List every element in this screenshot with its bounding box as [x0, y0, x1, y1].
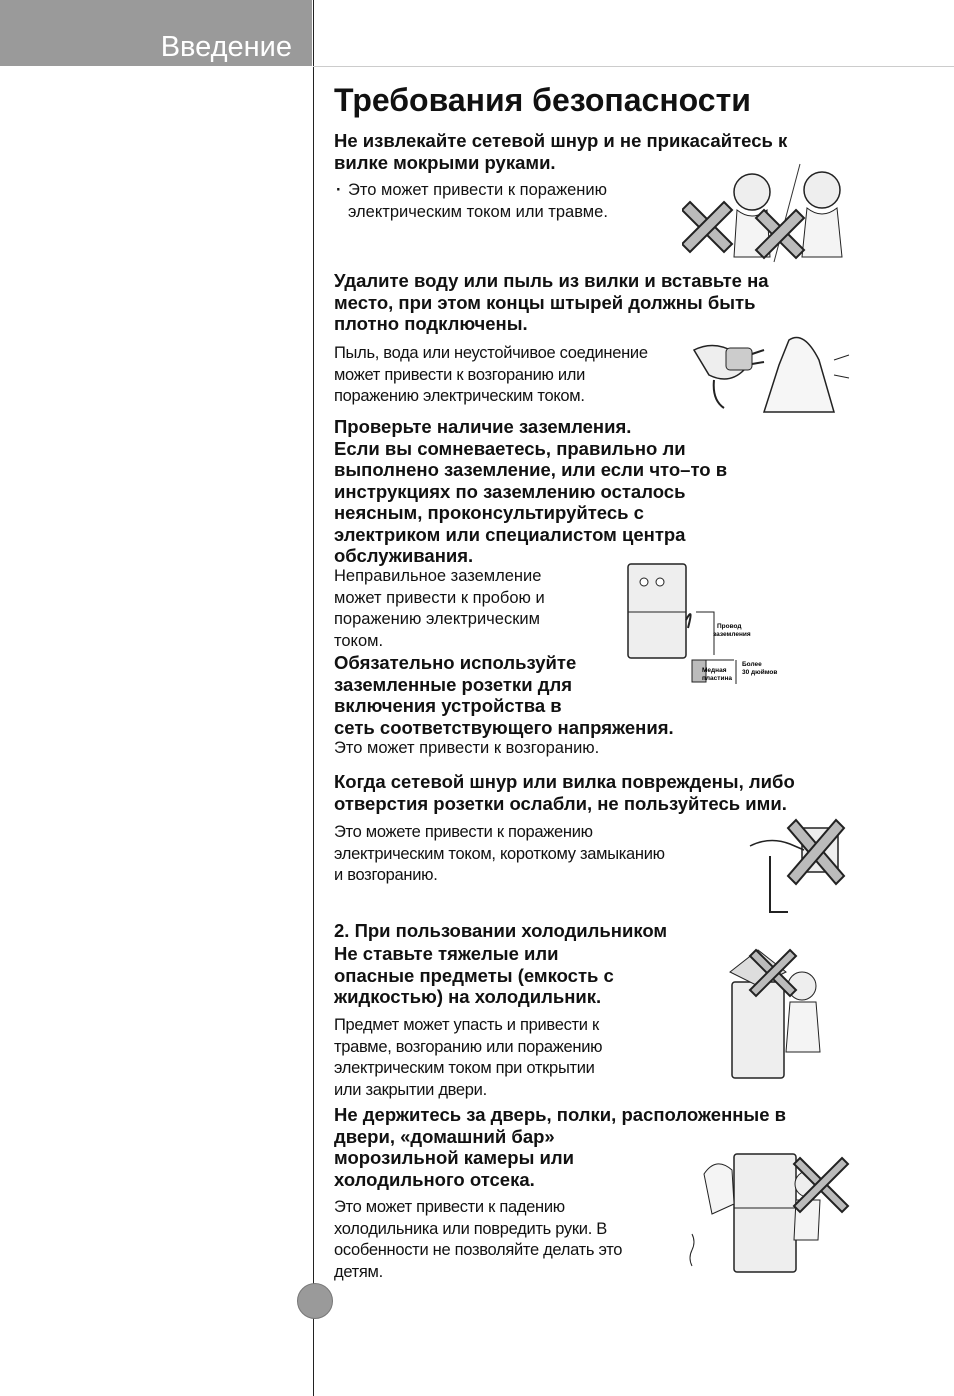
s5-heading-line: опасные предметы (емкость с — [334, 964, 614, 986]
s6-text-line: детям. — [334, 1262, 383, 1281]
s4-heading-line: Когда сетевой шнур или вилка повреждены, либо — [334, 771, 795, 792]
s1-heading-line: вилке мокрыми руками. — [334, 151, 556, 173]
s6-text-line: холодильника или повредить руки. В — [334, 1219, 607, 1238]
plug-cleaning-illustration — [684, 330, 850, 414]
s3-heading2-line: Обязательно используйте — [334, 652, 577, 673]
s6-text-line: Это может привести к падению — [334, 1198, 565, 1216]
label-wire: Провод — [717, 623, 742, 630]
s2-heading-line: место, при этом концы штырей должны быть — [334, 291, 756, 313]
s3-heading2-line: включения устройства в — [334, 695, 562, 716]
door-hanging-illustration — [682, 1144, 852, 1278]
s4-text-line: Это можете привести к поражению — [334, 823, 593, 841]
s1-text-line: электрическим током или травме. — [348, 202, 608, 221]
s3-heading2-line: заземленные розетки для — [334, 673, 572, 695]
label-depth: Более — [742, 661, 762, 668]
section-tab-label: Введение — [160, 31, 292, 63]
s4-text — [334, 822, 665, 887]
s4-heading-line: отверстия розетки ослабли, не пользуйтесь ими. — [334, 792, 787, 814]
s3-heading-line: инструкциях по заземлению осталось — [334, 480, 686, 502]
s3-heading-line: электриком или специалистом центра — [334, 523, 686, 545]
header-rule — [313, 66, 954, 67]
s5-heading-line: Не ставьте тяжелые или — [334, 943, 559, 964]
s1-heading-line: Не извлекайте сетевой шнур и не прикасайтесь к — [334, 130, 788, 151]
s2-text-line: поражению электрическим током. — [334, 387, 585, 405]
s3-heading-line: Если вы сомневаетесь, правильно ли — [334, 437, 686, 459]
s4-text-line: и возгоранию. — [334, 866, 438, 884]
damaged-socket-illustration — [740, 816, 848, 918]
s3-heading2-line: сеть соответствующего напряжения. — [334, 716, 674, 738]
s2-heading-line: плотно подключены. — [334, 313, 528, 334]
s5-text-line: травме, возгоранию или поражению — [334, 1037, 603, 1056]
label-wire: заземления — [713, 631, 751, 638]
s2-heading — [334, 270, 769, 335]
s6-heading-line: холодильного отсека. — [334, 1168, 535, 1190]
s2-text-line: может привести к возгоранию или — [334, 365, 586, 384]
s2-heading-line: Удалите воду или пыль из вилки и вставьте на — [334, 270, 769, 291]
margin-rule — [313, 0, 314, 1396]
s5-heading — [334, 943, 614, 1008]
label-depth: 30 дюймов — [742, 669, 778, 676]
s6-text — [334, 1197, 622, 1283]
s3-text-line: может привести к пробою и — [334, 588, 545, 607]
heavy-objects-illustration — [712, 942, 830, 1084]
label-plate: Медная — [702, 667, 727, 674]
section-tab — [0, 0, 312, 66]
s3-text2: Это может привести к возгоранию. — [334, 739, 600, 757]
s3-text-line: Неправильное заземление — [334, 567, 542, 585]
s4-text-line: электрическим током, короткому замыканию — [334, 844, 665, 863]
s5-text-line: Предмет может упасть и привести к — [334, 1016, 599, 1034]
s5-text — [334, 1015, 602, 1101]
s3-heading-line: обслуживания. — [334, 545, 474, 566]
label-plate: пластина — [702, 675, 733, 682]
s6-heading-line: морозильной камеры или — [334, 1147, 575, 1168]
s1-text — [348, 180, 608, 223]
s6-heading-line: двери, «домашний бар» — [334, 1125, 555, 1147]
s3-text-line: током. — [334, 631, 384, 650]
page-title: Требования безопасности — [334, 82, 751, 118]
s5-text-line: электрическим током при открытии — [334, 1059, 595, 1077]
s2-text — [334, 343, 648, 408]
s3-text — [334, 566, 545, 652]
s3-heading-line: выполнено заземление, или если что–то в — [334, 459, 728, 480]
s2-text-line: Пыль, вода или неустойчивое соединение — [334, 344, 648, 362]
grounding-illustration — [624, 560, 794, 690]
s3-heading-line: неясным, проконсультируйтесь с — [334, 502, 644, 523]
s5-heading-line: жидкостью) на холодильник. — [334, 986, 602, 1007]
wet-hands-illustration — [682, 162, 854, 266]
section-2-title: 2. При пользовании холодильником — [334, 920, 668, 941]
s1-text-line: · Это может привести к поражению — [348, 181, 608, 199]
s3-text-line: поражению электрическим — [334, 610, 540, 628]
s6-text-line: особенности не позволяйте делать это — [334, 1241, 623, 1259]
page-number-marker — [297, 1283, 333, 1319]
s5-text-line: или закрытии двери. — [334, 1080, 487, 1099]
s4-heading — [334, 771, 795, 814]
s3-heading — [334, 416, 727, 567]
s3-heading-line: Проверьте наличие заземления. — [334, 416, 632, 437]
s6-heading-line: Не держитесь за дверь, полки, расположенные в — [334, 1104, 787, 1125]
s3-heading2 — [334, 652, 674, 738]
